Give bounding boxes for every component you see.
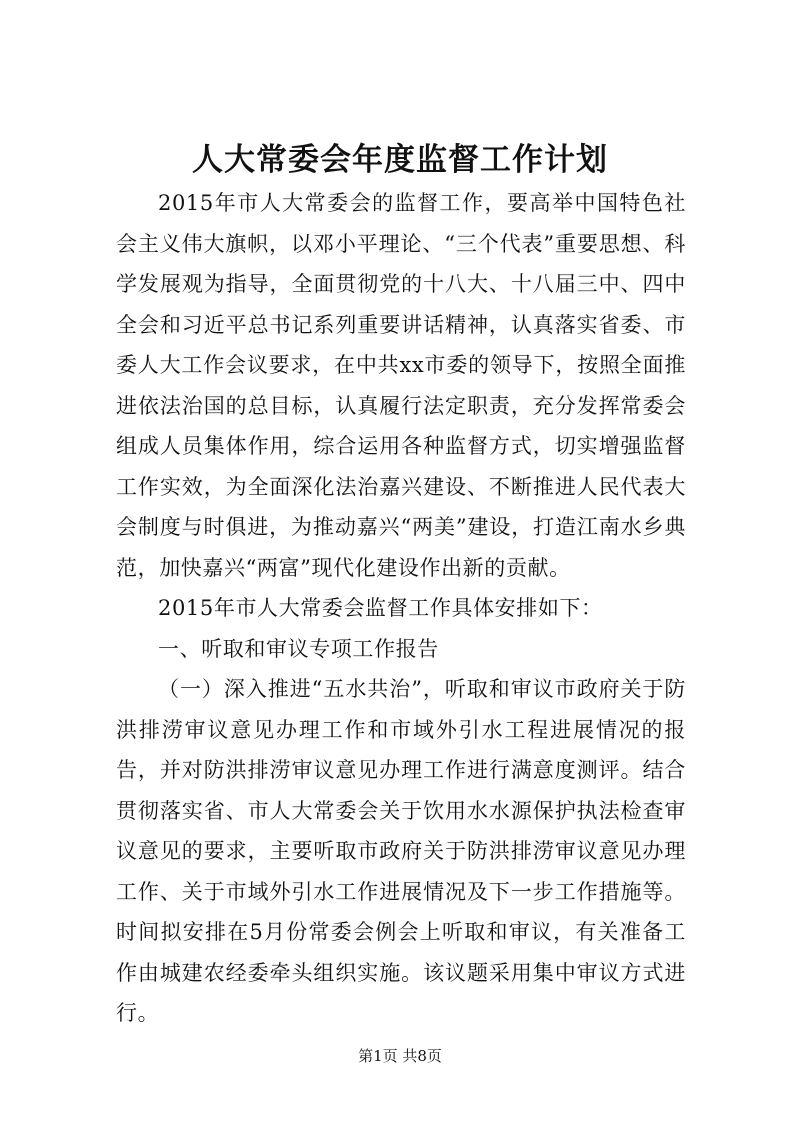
document-body — [116, 183, 686, 1034]
arrangement-paragraph: 2015年市人大常委会监督工作具体安排如下： — [158, 596, 603, 620]
intro-paragraph: 2015年市人大常委会的监督工作，要高举中国特色社会主义伟大旗帜，以邓小平理论、“三个代表”重要思想、科学发展观为指导，全面贯彻党的十八大、十八届三中、四中全会和习近平总书记系列重要讲话精神，认真落实省委、市委人大工作会议要求，在中共xx市委的领导下，按照全面推进依法治国的总目标，认真履行法定职责，充分发挥常委会组成人员集体作用，综合运用各种监督方式，切实增强监督工作实效，为全面深化法治嘉兴建设、不断推进人民代表大会制度与时俱进，为推动嘉兴“两美”建设，打造江南水乡典范，加快嘉兴“两富”现代化建设作出新的贡献。 — [116, 191, 686, 580]
section-heading: 一、听取和审议专项工作报告 — [158, 636, 439, 661]
page-footer: 第1页 共8页 — [358, 1047, 442, 1065]
document-title: 人大常委会年度监督工作计划 — [192, 142, 608, 178]
item-one-paragraph: （一）深入推进“五水共治”，听取和审议市政府关于防洪排涝审议意见办理工作和市域外引水工程进展情况的报告，并对防洪排涝审议意见办理工作进行满意度测评。结合贯彻落实省、市人大常委会关于饮用水水源保护执法检查审议意见的要求，主要听取市政府关于防洪排涝审议意见办理工作、关于市域外引水工作进展情况及下一步工作措施等。时间拟安排在5月份常委会例会上听取和审议，有关准备工作由城建农经委牵头组织实施。该议题采用集中审议方式进行。 — [116, 677, 686, 1025]
